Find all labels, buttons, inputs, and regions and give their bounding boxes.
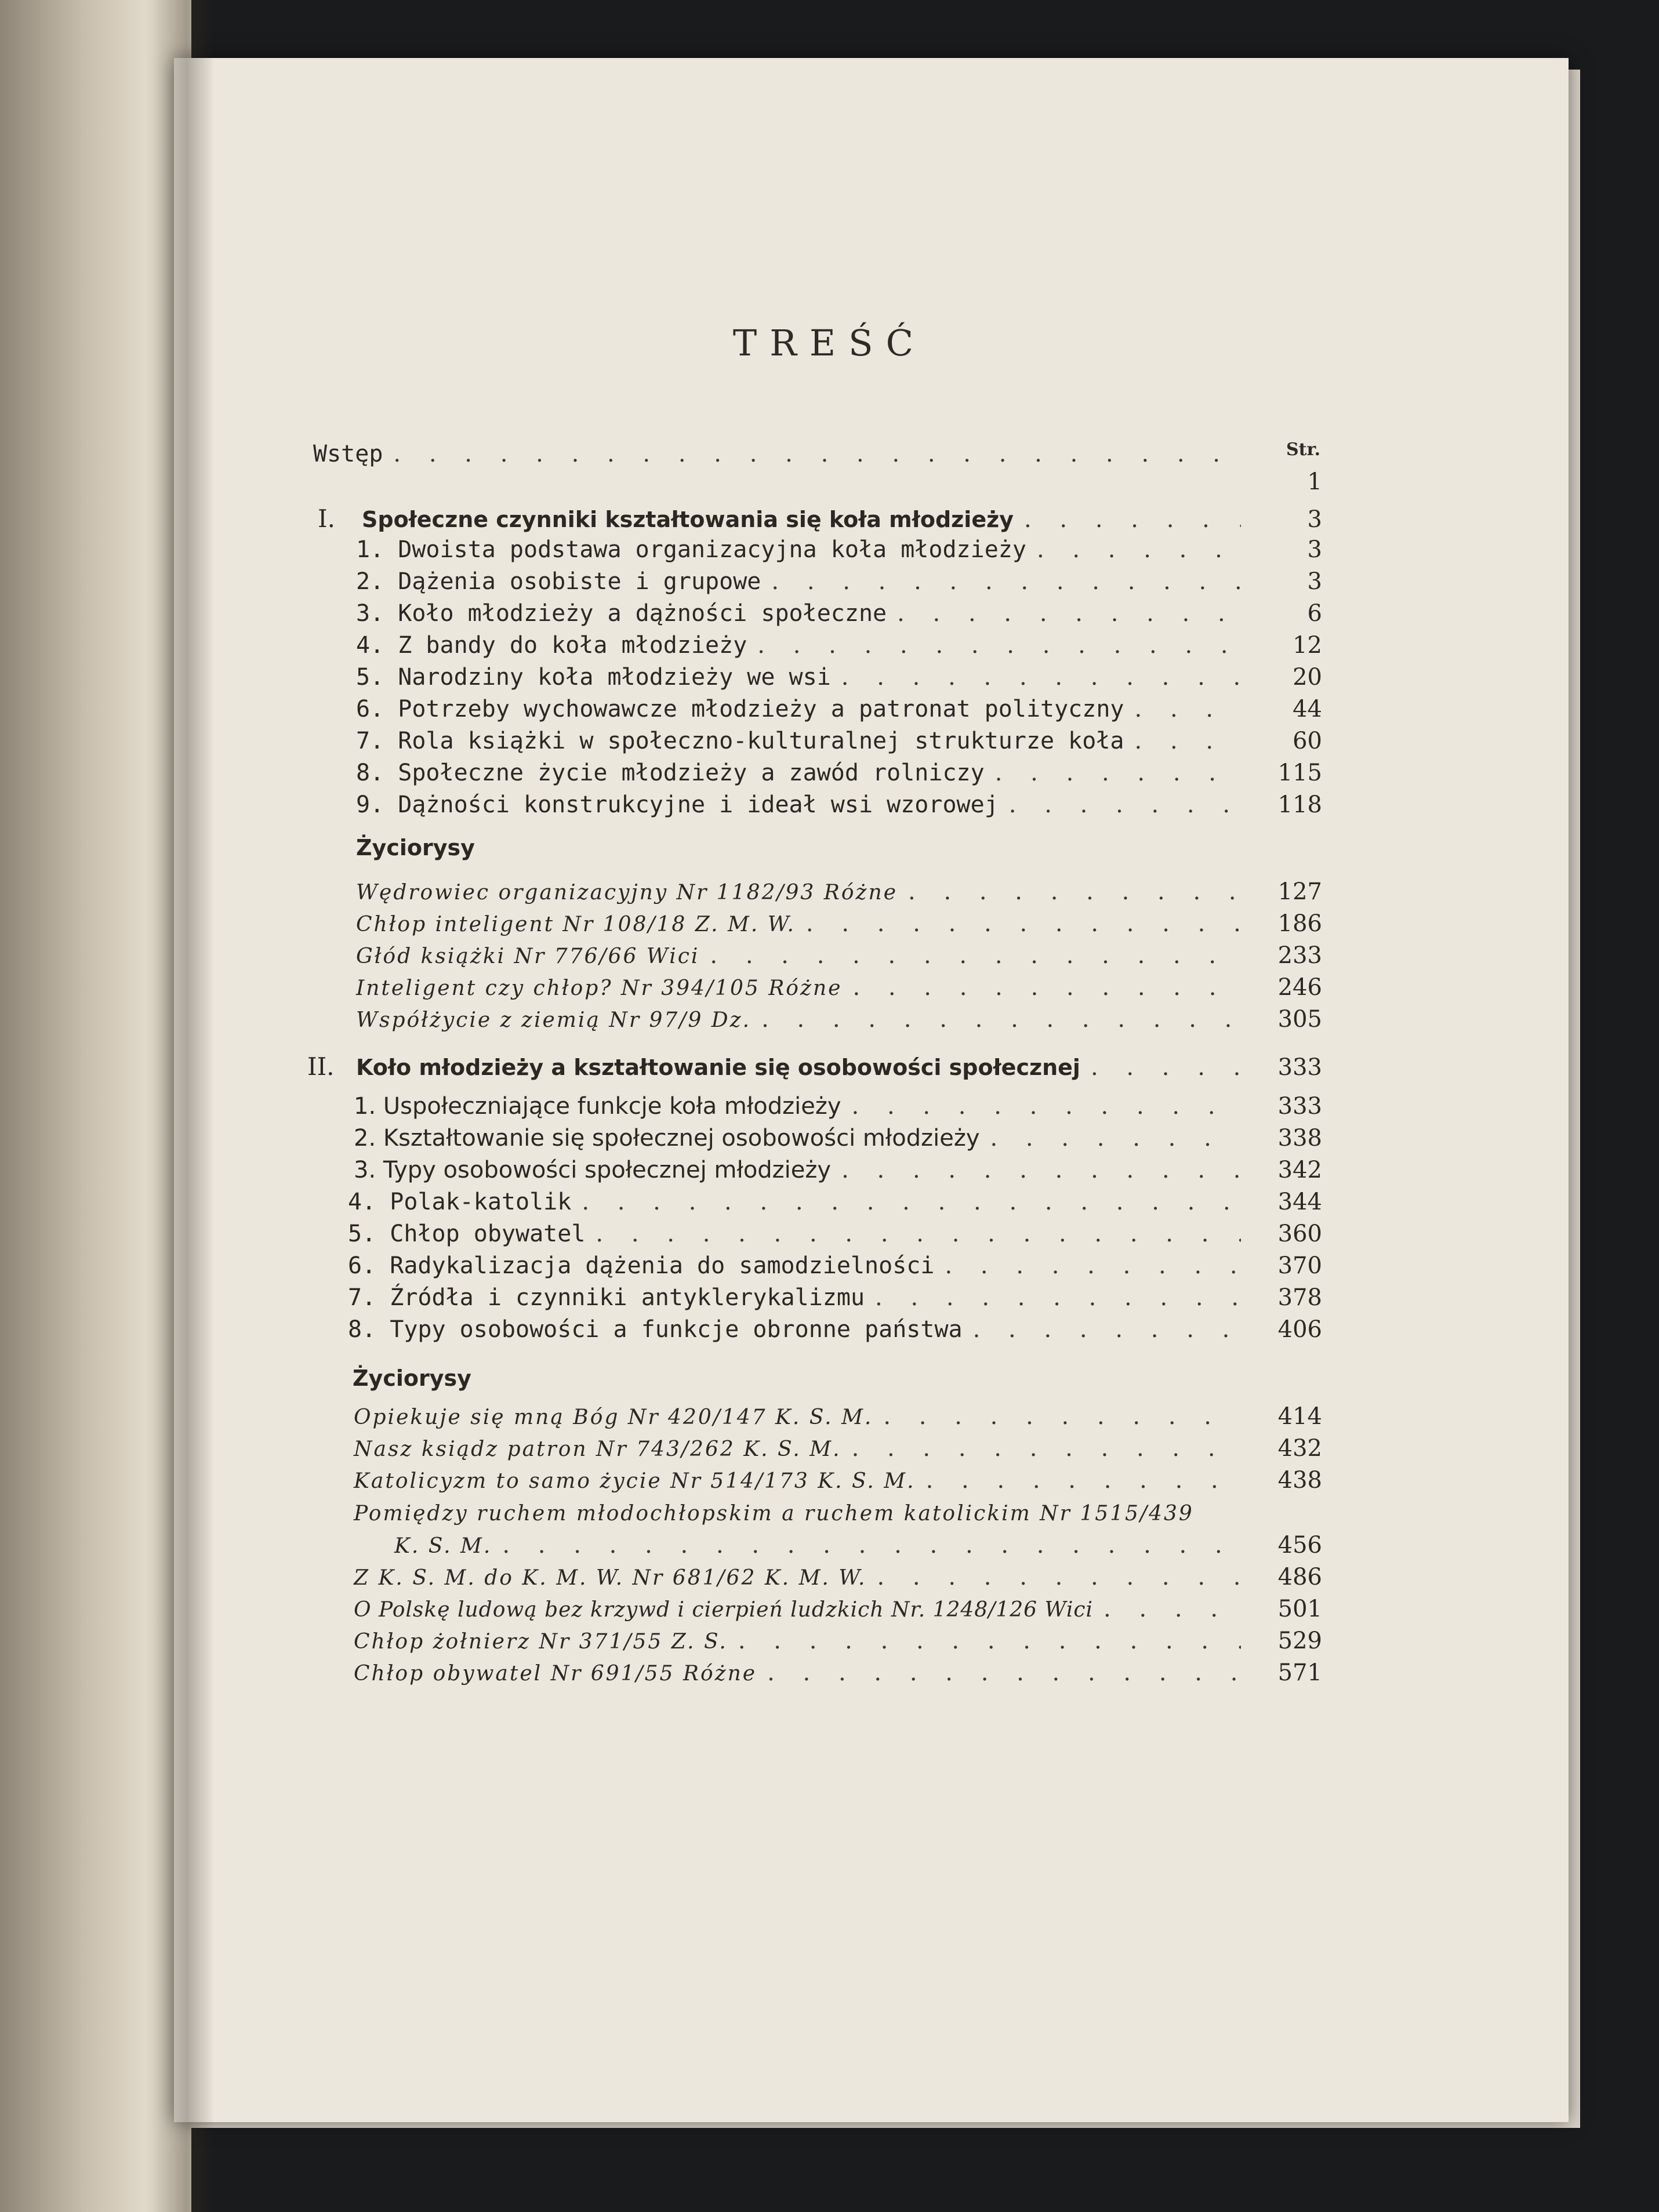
dot-leader xyxy=(761,568,1241,595)
toc-entry-title: 4. Polak-katolik xyxy=(348,1189,572,1215)
toc-bio-entry xyxy=(356,1006,1322,1038)
dot-leader xyxy=(841,1093,1241,1120)
toc-entry-page: 233 xyxy=(1277,942,1322,969)
toc-entry-title: 4. Z bandy do koła młodzieży xyxy=(356,632,747,659)
toc-entry-title: 3. Typy osobowości społecznej młodzieży xyxy=(354,1157,832,1183)
toc-bio-entry xyxy=(356,942,1322,975)
dot-leader xyxy=(985,760,1241,786)
dot-leader xyxy=(980,1125,1241,1152)
dot-leader xyxy=(866,1564,1241,1590)
toc-entry-title: 8. Typy osobowości a funkcje obronne państwa xyxy=(348,1316,963,1343)
toc-entry-page: 118 xyxy=(1277,791,1322,818)
dot-leader xyxy=(492,1532,1241,1559)
toc-bio-entry xyxy=(356,910,1322,943)
toc-entry-intro xyxy=(313,441,1322,495)
toc-part-title xyxy=(318,504,1014,533)
dot-leader xyxy=(1080,1054,1241,1081)
dot-leader xyxy=(1014,506,1241,533)
dot-leader xyxy=(898,878,1241,905)
toc-bio-entry xyxy=(354,1435,1322,1468)
toc-entry-page: 305 xyxy=(1277,1006,1322,1033)
toc-bio-entry xyxy=(354,1596,1322,1628)
toc-entry-title: Chłop inteligent Nr 108/18 Z. M. W. xyxy=(356,913,796,936)
dot-leader xyxy=(383,441,1241,467)
dot-leader xyxy=(585,1221,1241,1247)
toc-entry-page: 432 xyxy=(1277,1435,1322,1462)
toc-entry-page: 438 xyxy=(1277,1467,1322,1494)
toc-entry-page: 333 xyxy=(1277,1054,1322,1081)
toc-entry-title: O Polskę ludową bez krzywd i cierpień ludzkich Nr. 1248/126 Wici xyxy=(354,1598,1094,1622)
toc-bio-entry xyxy=(354,1403,1322,1436)
book-page xyxy=(174,58,1569,2122)
dot-leader xyxy=(873,1403,1241,1430)
dot-leader xyxy=(865,1284,1241,1311)
page-column-label: Str. xyxy=(1286,440,1321,460)
toc-entry-title: Inteligent czy chłop? Nr 394/105 Różne xyxy=(356,976,843,1000)
dot-leader xyxy=(831,1157,1241,1183)
part-number: I. xyxy=(318,504,335,533)
dot-leader xyxy=(1093,1596,1241,1622)
part-title: Koło młodzieży a kształtowanie się osobowości społecznej xyxy=(356,1055,1080,1080)
dot-leader xyxy=(887,600,1241,627)
dot-leader xyxy=(841,1435,1241,1462)
toc-bio-entry xyxy=(354,1564,1322,1596)
toc-entry-title: 7. Źródła i czynniki antyklerykalizmu xyxy=(348,1284,865,1311)
toc-entry-title: 8. Społeczne życie młodzieży a zawód rolniczy xyxy=(356,760,985,786)
toc-entry xyxy=(356,760,1322,792)
toc-entry-page: 370 xyxy=(1277,1252,1322,1279)
toc-entry xyxy=(356,600,1322,633)
toc-entry-page: 486 xyxy=(1277,1564,1322,1590)
toc-entry xyxy=(354,1093,1322,1125)
toc-entry-title: K. S. M. xyxy=(394,1534,492,1558)
toc-entry-page: 344 xyxy=(1277,1189,1322,1215)
toc-entry-title: 6. Potrzeby wychowawcze młodzieży a patronat polityczny xyxy=(356,696,1124,722)
toc-entry-title: Nasz ksiądz patron Nr 743/262 K. S. M. xyxy=(354,1437,841,1461)
toc-entry xyxy=(356,632,1322,664)
toc-entry xyxy=(356,696,1322,728)
toc-entry-title: 6. Radykalizacja dążenia do samodzielności xyxy=(348,1252,935,1279)
toc-entry-title: Chłop obywatel Nr 691/55 Różne xyxy=(354,1662,757,1686)
dot-leader xyxy=(934,1252,1241,1279)
toc-entry-page: 44 xyxy=(1293,696,1322,722)
toc-entry-page: 378 xyxy=(1277,1284,1322,1311)
dot-leader xyxy=(1026,536,1241,563)
toc-entry-title: 5. Chłop obywatel xyxy=(348,1221,586,1247)
dot-leader xyxy=(751,1006,1241,1033)
dot-leader xyxy=(1124,728,1241,754)
toc-part-2 xyxy=(307,1052,1322,1085)
bio-heading: Życiorysy xyxy=(353,1365,471,1391)
toc-entry xyxy=(348,1221,1322,1253)
toc-entry-page: 20 xyxy=(1293,664,1322,691)
toc-bio-entry xyxy=(354,1467,1322,1499)
toc-bio-entry xyxy=(354,1628,1322,1660)
toc-entry-page: 406 xyxy=(1277,1316,1322,1343)
toc-entry-title: Z K. S. M. do K. M. W. Nr 681/62 K. M. W. xyxy=(354,1566,867,1590)
toc-part-1 xyxy=(318,504,1322,537)
toc-entry-title: Wstęp xyxy=(313,441,383,467)
bio-heading: Życiorysy xyxy=(356,835,475,860)
toc-entry-page: 3 xyxy=(1307,536,1322,563)
toc-entry-page: 186 xyxy=(1277,910,1322,937)
dot-leader xyxy=(796,910,1241,937)
toc-entry-page: 571 xyxy=(1277,1659,1322,1686)
dot-leader xyxy=(747,632,1241,659)
toc-entry xyxy=(348,1284,1322,1317)
toc-entry-page: 360 xyxy=(1277,1221,1322,1247)
toc-entry xyxy=(356,536,1322,569)
toc-entry-page: 338 xyxy=(1277,1125,1322,1152)
toc-entry-page: 12 xyxy=(1293,632,1322,659)
toc-entry-page: 3 xyxy=(1307,568,1322,595)
toc-entry-title: 2. Kształtowanie się społecznej osobowości młodzieży xyxy=(354,1125,980,1152)
toc-entry-page: 501 xyxy=(1277,1596,1322,1622)
toc-bio-entry xyxy=(354,1502,1322,1534)
toc-entry-title: Współżycie z ziemią Nr 97/9 Dz. xyxy=(356,1008,752,1032)
toc-entry xyxy=(356,664,1322,696)
toc-entry-title: 7. Rola książki w społeczno-kulturalnej strukturze koła xyxy=(356,728,1124,754)
toc-bio-entry xyxy=(394,1532,1322,1564)
toc-entry-page: 414 xyxy=(1277,1403,1322,1430)
toc-entry xyxy=(354,1125,1322,1157)
toc-entry-page: 529 xyxy=(1277,1628,1322,1654)
dot-leader xyxy=(963,1316,1241,1343)
toc-entry xyxy=(348,1252,1322,1285)
toc-entry xyxy=(354,1157,1322,1189)
toc-entry-title: Chłop żołnierz Nr 371/55 Z. S. xyxy=(354,1630,728,1654)
toc-bio-entry xyxy=(356,974,1322,1007)
toc-entry-page: 60 xyxy=(1293,728,1322,754)
toc-entry-title: Opiekuje się mną Bóg Nr 420/147 K. S. M. xyxy=(354,1405,873,1429)
dot-leader xyxy=(699,942,1241,969)
dot-leader xyxy=(916,1467,1241,1494)
dot-leader xyxy=(999,791,1241,818)
toc-entry-page: 3 xyxy=(1307,506,1322,533)
page-title: TREŚĆ xyxy=(732,322,927,364)
toc-entry xyxy=(348,1316,1322,1349)
toc-entry-title: Głód książki Nr 776/66 Wici xyxy=(356,945,700,968)
part-number: II. xyxy=(307,1052,335,1081)
toc-part-title xyxy=(307,1052,1080,1081)
toc-entry-page: 1 xyxy=(1307,468,1322,495)
toc-entry-title: Wędrowiec organizacyjny Nr 1182/93 Różne xyxy=(356,881,898,905)
toc-entry-title: 3. Koło młodzieży a dążności społeczne xyxy=(356,600,887,627)
toc-entry-title: 9. Dążności konstrukcyjne i ideał wsi wzorowej xyxy=(356,791,999,818)
toc-entry-page: 6 xyxy=(1307,600,1322,627)
dot-leader xyxy=(571,1189,1241,1215)
toc-entry-title: 1. Dwoista podstawa organizacyjna koła młodzieży xyxy=(356,536,1026,563)
part-title: Społeczne czynniki kształtowania się koła młodzieży xyxy=(362,507,1014,532)
dot-leader xyxy=(728,1628,1241,1654)
dot-leader xyxy=(1124,696,1241,722)
toc-entry-title: 2. Dążenia osobiste i grupowe xyxy=(356,568,761,595)
toc-entry-page: 127 xyxy=(1277,878,1322,905)
toc-bio-entry xyxy=(356,878,1322,911)
toc-entry-title: Pomiędzy ruchem młodochłopskim a ruchem katolickim Nr 1515/439 xyxy=(354,1502,1194,1525)
toc-entry-page: 246 xyxy=(1277,974,1322,1001)
toc-entry xyxy=(348,1189,1322,1221)
toc-entry-page: 333 xyxy=(1277,1093,1322,1120)
toc-entry-page: 456 xyxy=(1277,1532,1322,1559)
toc-entry-page: 115 xyxy=(1277,760,1322,786)
toc-entry-title: 5. Narodziny koła młodzieży we wsi xyxy=(356,664,831,691)
dot-leader xyxy=(842,974,1241,1001)
toc-entry-title: 1. Uspołeczniające funkcje koła młodzieży xyxy=(354,1093,841,1120)
dot-leader xyxy=(757,1659,1241,1686)
toc-entry-title: Katolicyzm to samo życie Nr 514/173 K. S. M. xyxy=(354,1469,916,1493)
toc-entry xyxy=(356,568,1322,601)
dot-leader xyxy=(831,664,1241,691)
toc-entry xyxy=(356,728,1322,760)
toc-bio-entry xyxy=(354,1659,1322,1692)
toc-entry xyxy=(356,791,1322,824)
toc-entry-page: 342 xyxy=(1277,1157,1322,1183)
